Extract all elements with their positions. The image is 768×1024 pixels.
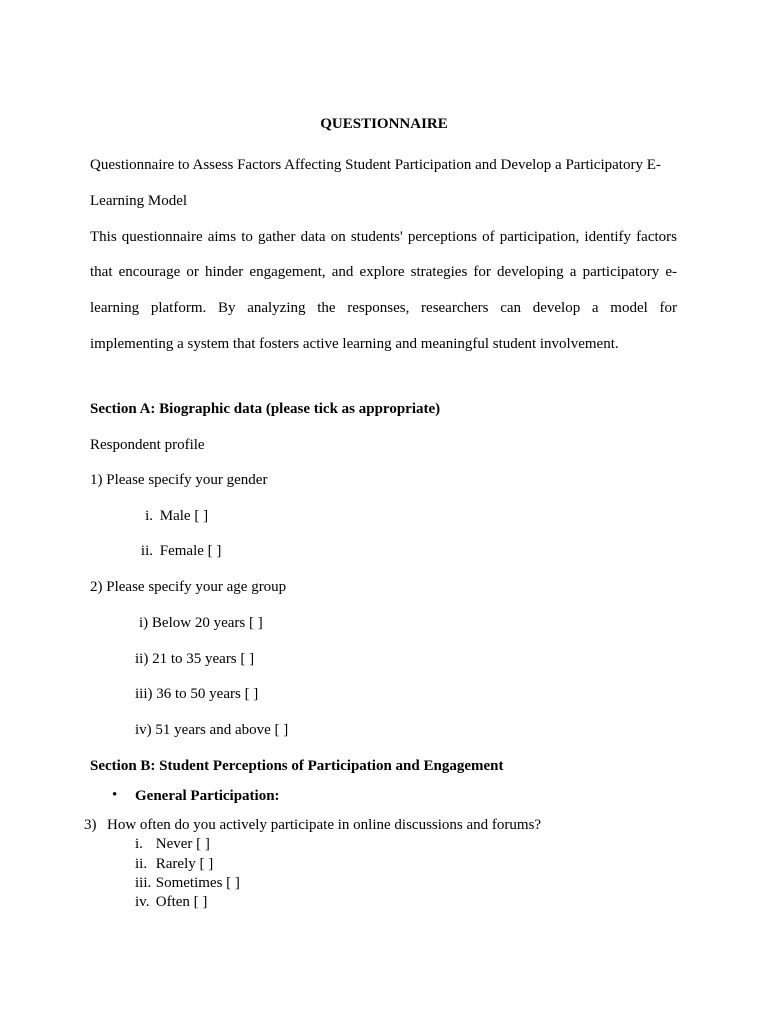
option-below-20[interactable]: i) Below 20 years [ ] [139,615,263,631]
option-marker: ii. [140,543,153,559]
subtitle-line-1: Questionnaire to Assess Factors Affecting Student Participation and Develop a Participatory E- [90,157,661,173]
bullet-icon: • [112,787,118,803]
question-number: 3) [84,817,97,833]
option-label: Male [ ] [159,508,209,524]
option-36-50[interactable]: iii) 36 to 50 years [ ] [135,686,259,702]
general-participation-heading: General Participation: [135,788,280,804]
option-female[interactable] [120,543,221,560]
intro-line-1: This questionnaire aims to gather data on students' perceptions of participation, identify factors [90,229,677,245]
option-marker: i. [135,836,143,852]
question-text: How often do you actively participate in online discussions and forums? [107,817,542,833]
option-marker: iii. [135,875,152,891]
option-label: Sometimes [ ] [155,875,240,891]
option-label: Often [ ] [155,894,208,910]
section-a-heading: Section A: Biographic data (please tick as appropriate) [90,401,441,417]
respondent-profile-label: Respondent profile [90,437,205,453]
intro-line-3: learning platform. By analyzing the responses, researchers can develop a model for [90,300,677,316]
option-21-35[interactable]: ii) 21 to 35 years [ ] [135,651,255,667]
section-b-heading: Section B: Student Perceptions of Participation and Engagement [90,758,504,774]
question-gender: 1) Please specify your gender [90,472,268,488]
intro-line-4: implementing a system that fosters active learning and meaningful student involvement. [90,336,619,352]
option-male[interactable] [120,508,208,525]
option-rarely[interactable] [135,856,213,873]
intro-line-2: that encourage or hinder engagement, and explore strategies for developing a participatory e- [90,264,677,280]
option-label: Rarely [ ] [155,856,214,872]
option-label: Female [ ] [159,543,222,559]
option-often[interactable] [135,894,207,911]
option-never[interactable] [135,836,210,853]
option-marker: ii. [135,856,148,872]
page-title: QUESTIONNAIRE [320,116,448,132]
question-participation-frequency [84,817,542,834]
option-marker: iv. [135,894,150,910]
question-age-group: 2) Please specify your age group [90,579,287,595]
option-label: Never [ ] [155,836,210,852]
option-sometimes[interactable] [135,875,240,892]
subtitle-line-2: Learning Model [90,193,188,209]
option-51-above[interactable]: iv) 51 years and above [ ] [135,722,289,738]
option-marker: i. [145,508,153,524]
